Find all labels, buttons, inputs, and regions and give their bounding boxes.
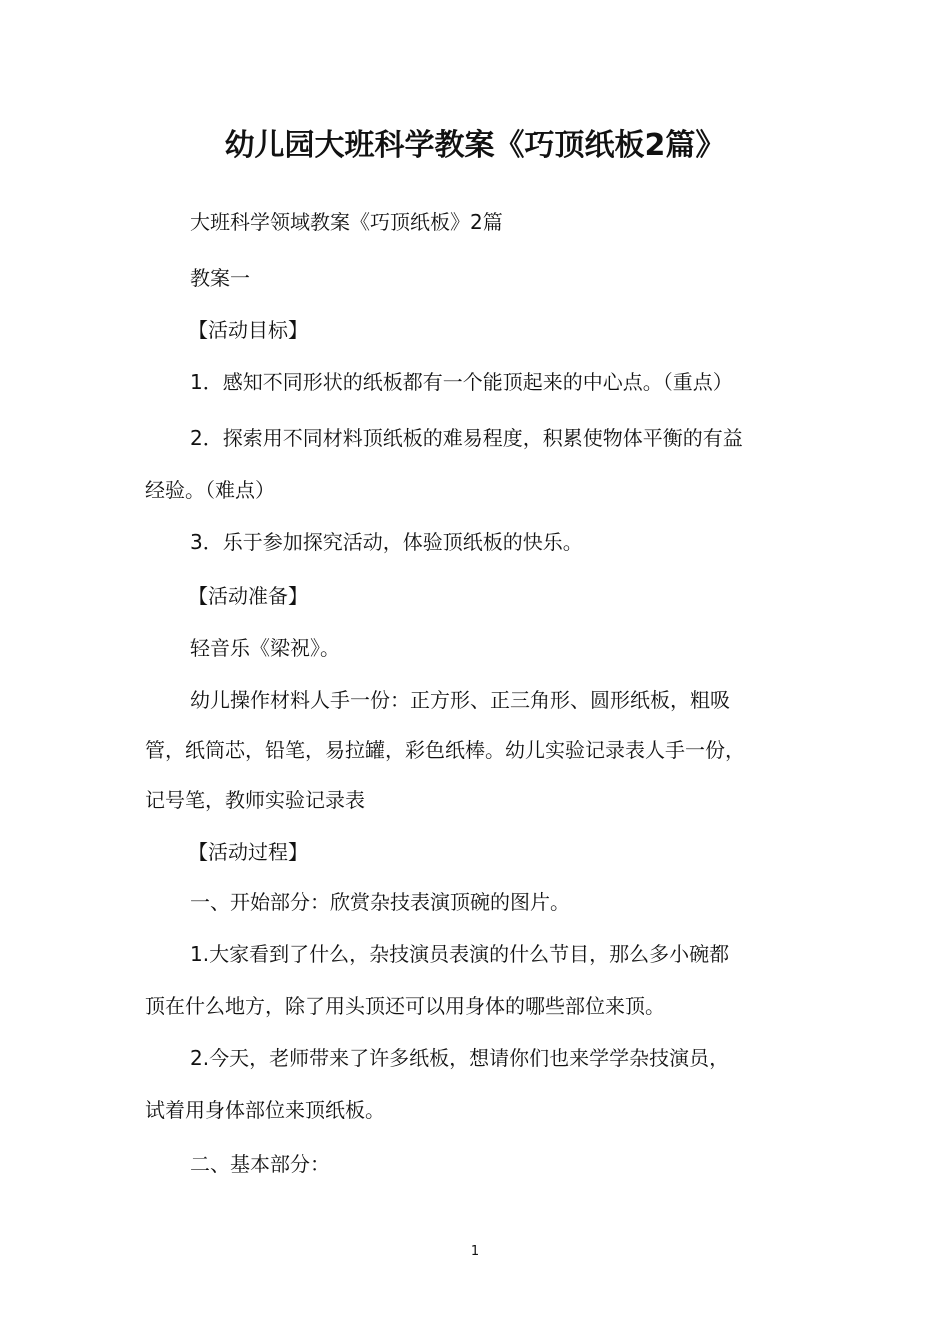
process-part-2: 二、基本部分： bbox=[190, 1152, 330, 1176]
prep-materials-line-1: 幼儿操作材料人手一份：正方形、正三角形、圆形纸板，粗吸 bbox=[190, 688, 730, 712]
document-title: 幼儿园大班科学教案《巧顶纸板2篇》 bbox=[224, 128, 726, 163]
goal-item-1: 1．感知不同形状的纸板都有一个能顶起来的中心点。（重点） bbox=[190, 370, 733, 394]
page-number: 1 bbox=[470, 1244, 480, 1259]
goal-item-3: 3．乐于参加探究活动，体验顶纸板的快乐。 bbox=[190, 530, 583, 554]
process-step-1: 1.大家看到了什么，杂技演员表演的什么节目，那么多小碗都 bbox=[190, 942, 730, 966]
plan-heading: 教案一 bbox=[190, 266, 250, 290]
goal-item-2: 2．探索用不同材料顶纸板的难易程度，积累使物体平衡的有益 bbox=[190, 426, 743, 450]
section-heading-prep: 【活动准备】 bbox=[188, 584, 308, 608]
section-heading-goals: 【活动目标】 bbox=[188, 318, 308, 342]
subtitle-line: 大班科学领域教案《巧顶纸板》2篇 bbox=[190, 210, 503, 234]
prep-music: 轻音乐《梁祝》。 bbox=[190, 636, 340, 660]
goal-item-2-cont: 经验。（难点） bbox=[145, 478, 275, 502]
process-step-1-cont: 顶在什么地方，除了用头顶还可以用身体的哪些部位来顶。 bbox=[145, 994, 665, 1018]
process-step-2: 2.今天，老师带来了许多纸板，想请你们也来学学杂技演员， bbox=[190, 1046, 730, 1070]
prep-materials-line-3: 记号笔，教师实验记录表 bbox=[145, 788, 365, 812]
process-part-1: 一、开始部分：欣赏杂技表演顶碗的图片。 bbox=[190, 890, 570, 914]
process-step-2-cont: 试着用身体部位来顶纸板。 bbox=[145, 1098, 385, 1122]
section-heading-process: 【活动过程】 bbox=[188, 840, 308, 864]
prep-materials-line-2: 管，纸筒芯，铅笔，易拉罐，彩色纸棒。幼儿实验记录表人手一份， bbox=[145, 738, 745, 762]
